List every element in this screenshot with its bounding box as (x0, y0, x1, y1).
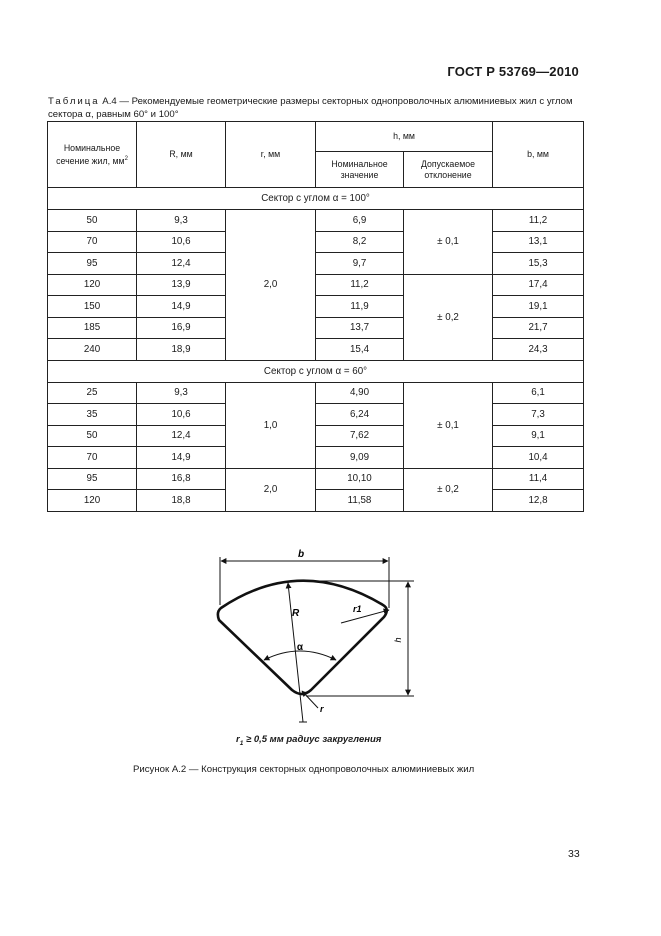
header-h-nominal: Номинальное значение (316, 152, 404, 188)
header-h-tolerance: Допускаемое отклонение (404, 152, 493, 188)
cell-h: 6,24 (316, 404, 404, 426)
cell-section: 50 (48, 425, 137, 447)
label-r: r (320, 704, 324, 714)
cell-h: 7,62 (316, 425, 404, 447)
cell-section: 50 (48, 210, 137, 232)
cell-h: 9,09 (316, 447, 404, 469)
table-caption (48, 96, 588, 121)
cell-b: 10,4 (493, 447, 584, 469)
label-h: h (393, 637, 403, 643)
cell-R: 13,9 (137, 274, 226, 296)
cell-h: 8,2 (316, 231, 404, 253)
cell-R: 16,9 (137, 317, 226, 339)
cell-h: 9,7 (316, 253, 404, 275)
cell-tolerance: ± 0,1 (404, 210, 493, 275)
label-b: b (297, 549, 305, 560)
table-row (48, 339, 584, 361)
sector-outline (218, 581, 387, 694)
label-R: R (292, 608, 300, 619)
cell-h: 11,58 (316, 490, 404, 512)
cell-section: 95 (48, 253, 137, 275)
cell-tolerance: ± 0,2 (404, 468, 493, 511)
formula-r: r (236, 734, 240, 745)
cell-R: 14,9 (137, 447, 226, 469)
label-r1: r1 (353, 604, 362, 614)
cell-R: 18,9 (137, 339, 226, 361)
cell-section: 70 (48, 447, 137, 469)
table-row (48, 210, 584, 232)
dimensions-table (47, 121, 584, 512)
formula-subscript: 1 (239, 739, 244, 747)
cell-R: 9,3 (137, 210, 226, 232)
cell-R: 9,3 (137, 382, 226, 404)
cell-h: 6,9 (316, 210, 404, 232)
cell-section: 120 (48, 274, 137, 296)
header-b: b, мм (493, 122, 584, 188)
formula-text: ≥ 0,5 мм радиус закругления (243, 734, 382, 745)
header-R: R, мм (137, 122, 226, 188)
cell-b: 17,4 (493, 274, 584, 296)
cell-section: 150 (48, 296, 137, 318)
cell-R: 12,4 (137, 253, 226, 275)
cell-b: 21,7 (493, 317, 584, 339)
cell-R: 14,9 (137, 296, 226, 318)
r1-leader (341, 610, 389, 623)
table-row (48, 253, 584, 275)
cell-R: 18,8 (137, 490, 226, 512)
cell-b: 24,3 (493, 339, 584, 361)
header-row-1 (48, 122, 584, 152)
cell-b: 11,2 (493, 210, 584, 232)
cell-section: 35 (48, 404, 137, 426)
cell-section: 70 (48, 231, 137, 253)
sector-conductor-diagram (200, 548, 430, 748)
cell-h: 11,9 (316, 296, 404, 318)
cell-R: 12,4 (137, 425, 226, 447)
figure-caption: Рисунок А.2 — Конструкция секторных однопроволочных алюминиевых жил (133, 764, 475, 775)
cell-tolerance: ± 0,2 (404, 274, 493, 360)
group-title: Сектор с углом α = 100° (48, 188, 584, 210)
cell-h: 15,4 (316, 339, 404, 361)
cell-b: 11,4 (493, 468, 584, 490)
header-h: h, мм (316, 122, 493, 152)
table-row (48, 468, 584, 490)
cell-b: 9,1 (493, 425, 584, 447)
header-section-sup: 2 (124, 155, 128, 162)
cell-r: 2,0 (226, 468, 316, 511)
header-r: r, мм (226, 122, 316, 188)
cell-b: 6,1 (493, 382, 584, 404)
table-row (48, 490, 584, 512)
cell-section: 185 (48, 317, 137, 339)
table-row (48, 274, 584, 296)
table-row (48, 317, 584, 339)
table-row (48, 447, 584, 469)
cell-section: 25 (48, 382, 137, 404)
radius-formula (236, 734, 381, 747)
document-standard-number: ГОСТ Р 53769—2010 (447, 64, 579, 79)
table-row (48, 425, 584, 447)
cell-b: 19,1 (493, 296, 584, 318)
group-title: Сектор с углом α = 60° (48, 360, 584, 382)
page-number: 33 (568, 848, 580, 860)
cell-tolerance: ± 0,1 (404, 382, 493, 468)
cell-r: 2,0 (226, 210, 316, 361)
cell-b: 7,3 (493, 404, 584, 426)
cell-h: 13,7 (316, 317, 404, 339)
cell-R: 10,6 (137, 404, 226, 426)
cell-b: 12,8 (493, 490, 584, 512)
cell-h: 4,90 (316, 382, 404, 404)
table-row (48, 404, 584, 426)
cell-r: 1,0 (226, 382, 316, 468)
table-row (48, 231, 584, 253)
r-leader (302, 691, 318, 708)
header-section (48, 122, 137, 188)
cell-R: 16,8 (137, 468, 226, 490)
cell-b: 15,3 (493, 253, 584, 275)
header-section-label: Номинальное сечение жил, мм (56, 142, 125, 166)
table-row (48, 382, 584, 404)
cell-h: 11,2 (316, 274, 404, 296)
table-row (48, 296, 584, 318)
cell-R: 10,6 (137, 231, 226, 253)
cell-section: 240 (48, 339, 137, 361)
table-caption-label: Таблица (48, 96, 100, 107)
group-title-row (48, 360, 584, 382)
cell-section: 120 (48, 490, 137, 512)
cell-section: 95 (48, 468, 137, 490)
cell-h: 10,10 (316, 468, 404, 490)
cell-b: 13,1 (493, 231, 584, 253)
group-title-row (48, 188, 584, 210)
table-caption-text: А.4 — Рекомендуемые геометрические размеры секторных однопроволочных алюминиевых жил с углом сектора α, равным 60° и 100° (48, 96, 573, 120)
label-alpha: α (296, 642, 304, 653)
